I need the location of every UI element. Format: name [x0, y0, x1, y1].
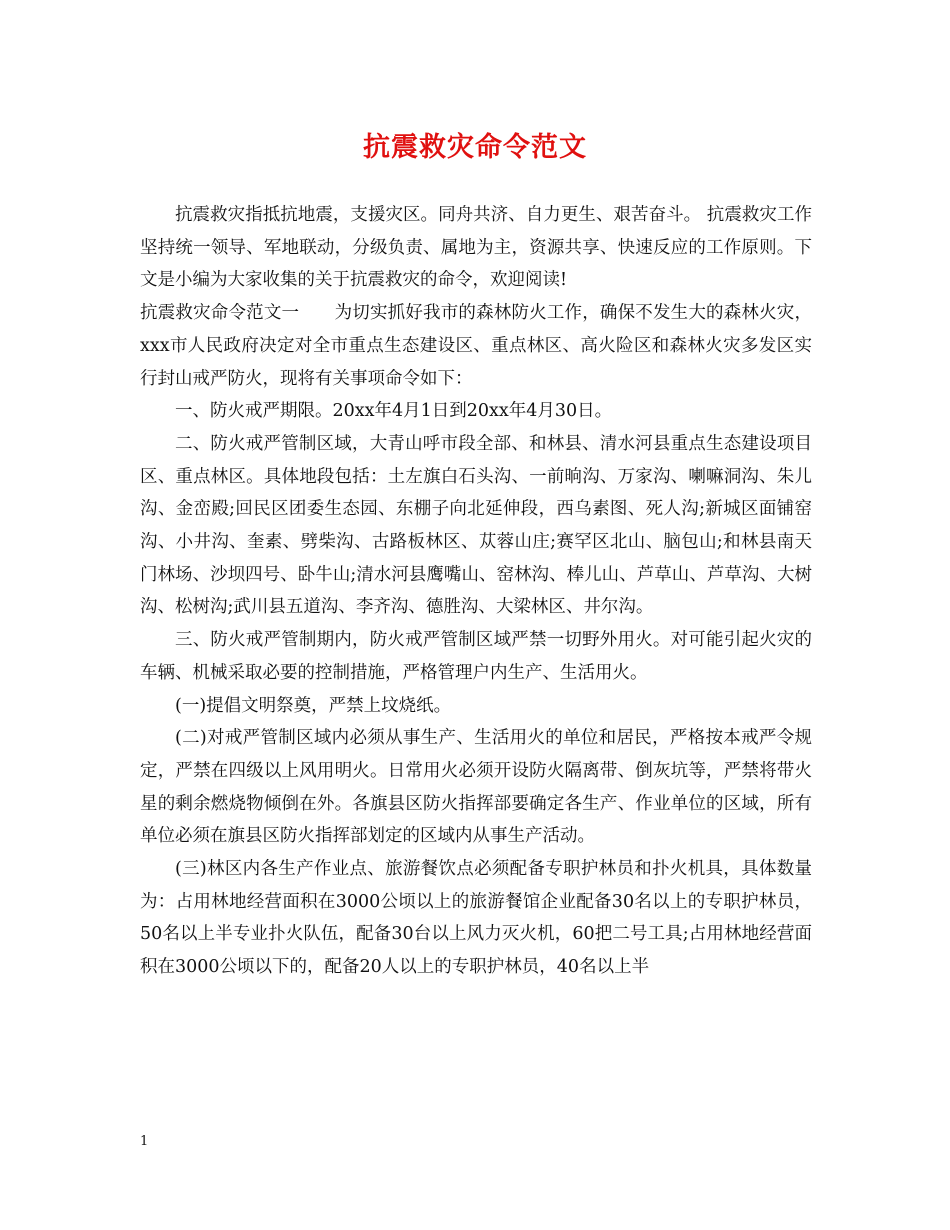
- page-number: 1: [140, 1134, 149, 1149]
- clause-1-paragraph: (一)提倡文明祭奠，严禁上坟烧纸。: [175, 695, 452, 716]
- document-title: 抗震救灾命令范文: [363, 132, 587, 163]
- clause-2-paragraph: (二)对戒严管制区域内必须从事生产、生活用火的单位和居民，严格按本戒严令规定，严禁在四级以上风用明火。日常用火必须开设防火隔离带、倒灰坑等，严禁将带火星的剩余燃烧物倾倒在外。各旗县区防火指挥部要确定各生产、作业单位的区域，所有单位必须在旗县区防火指挥部划定的区域内从事生产活动。: [140, 728, 812, 847]
- article-2-paragraph: 二、防火戒严管制区域，大青山呼市段全部、和林县、清水河县重点生态建设项目区、重点林区。具体地段包括：土左旗白石头沟、一前晌沟、万家沟、喇嘛洞沟、朱儿沟、金峦殿;回民区团委生态园、东棚子向北延伸段，西乌素图、死人沟;新城区面铺窑沟、小井沟、奎素、劈柴沟、古路板林区、苁蓉山庄;赛罕区北山、脑包山;和林县南天门林场、沙坝四号、卧牛山;清水河县鹰嘴山、窑林沟、棒儿山、芦草山、芦草沟、大树沟、松树沟;武川县五道沟、李齐沟、德胜沟、大梁林区、井尔沟。: [140, 433, 812, 618]
- clause-3-paragraph: (三)林区内各生产作业点、旅游餐饮点必须配备专职护林员和扑火机具，具体数量为：占用林地经营面积在3000公顷以上的旅游餐馆企业配备30名以上的专职护林员，50名以上半专业扑火队伍，配备30台以上风力灭火机，60把二号工具;占用林地经营面积在3000公顷以下的，配备20人以上的专职护林员，40名以上半: [140, 859, 812, 978]
- intro-paragraph: 抗震救灾指抵抗地震，支援灾区。同舟共济、自力更生、艰苦奋斗。 抗震救灾工作坚持统一领导、军地联动，分级负责、属地为主，资源共享、快速反应的工作原则。下文是小编为大家收集的关于抗震救灾的命令，欢迎阅读!: [140, 205, 812, 291]
- order-intro-paragraph: 抗震救灾命令范文一 为切实抓好我市的森林防火工作，确保不发生大的森林火灾，xxx市人民政府决定对全市重点生态建设区、重点林区、高火险区和森林火灾多发区实行封山戒严防火，现将有关事项命令如下：: [140, 303, 812, 389]
- document-body: [140, 199, 812, 984]
- article-3-paragraph: 三、防火戒严管制期内，防火戒严管制区域严禁一切野外用火。对可能引起火灾的车辆、机械采取必要的控制措施，严格管理户内生产、生活用火。: [140, 630, 812, 683]
- article-1-paragraph: 一、防火戒严期限。20xx年4月1日到20xx年4月30日。: [175, 401, 613, 422]
